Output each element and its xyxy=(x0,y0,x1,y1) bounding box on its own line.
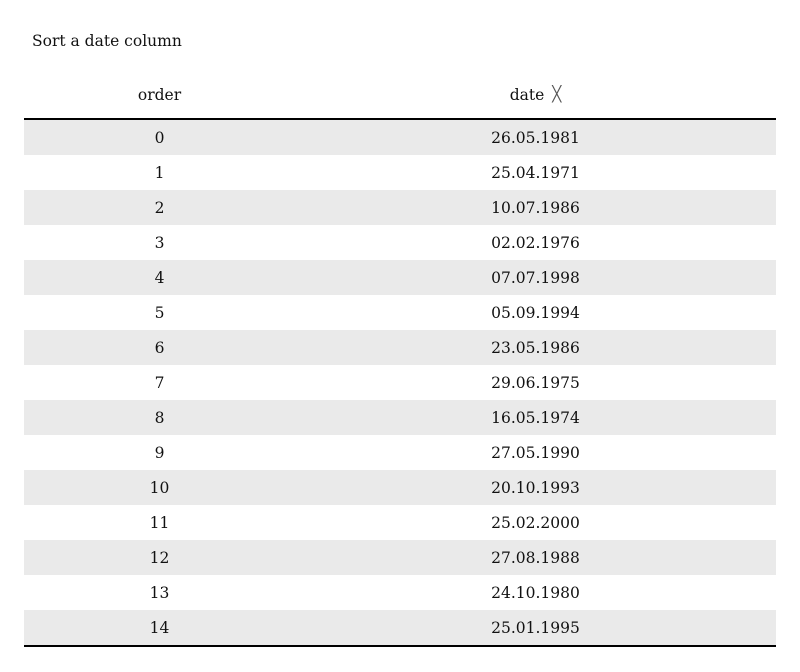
date-cell: 20.10.1993 xyxy=(295,470,776,505)
table-row xyxy=(24,260,776,295)
date-cell: 27.08.1988 xyxy=(295,540,776,575)
column-header-order[interactable] xyxy=(24,72,295,119)
date-cell: 10.07.1986 xyxy=(295,190,776,225)
date-cell: 27.05.1990 xyxy=(491,443,580,462)
order-cell: 7 xyxy=(154,373,165,392)
order-cell: 9 xyxy=(154,443,165,462)
date-cell: 26.05.1981 xyxy=(295,119,776,155)
table-row xyxy=(24,505,776,540)
date-cell: 25.04.1971 xyxy=(491,163,580,182)
table-row xyxy=(24,119,776,155)
table-row xyxy=(24,610,776,646)
table-row xyxy=(24,470,776,505)
order-cell: 13 xyxy=(149,583,170,602)
date-cell: 07.07.1998 xyxy=(295,260,776,295)
table-header xyxy=(24,72,776,119)
date-cell: 25.01.1995 xyxy=(295,610,776,646)
date-cell: 29.06.1975 xyxy=(491,373,580,392)
date-table xyxy=(24,72,776,647)
order-cell: 5 xyxy=(154,303,165,322)
column-header-date[interactable] xyxy=(295,72,776,119)
page-title: Sort a date column xyxy=(32,32,182,50)
sort-toggle-icon[interactable]: ╳ xyxy=(552,85,562,103)
column-header-label: order xyxy=(137,86,182,104)
table-row xyxy=(24,435,776,470)
table-row xyxy=(24,575,776,610)
order-cell: 10 xyxy=(24,470,295,505)
table-body xyxy=(24,119,776,646)
date-cell: 05.09.1994 xyxy=(491,303,580,322)
date-cell: 24.10.1980 xyxy=(491,583,580,602)
order-cell: 3 xyxy=(154,233,165,252)
order-cell: 6 xyxy=(24,330,295,365)
order-cell: 12 xyxy=(24,540,295,575)
header-row xyxy=(24,72,776,119)
table-row xyxy=(24,190,776,225)
table-row xyxy=(24,400,776,435)
date-cell: 23.05.1986 xyxy=(295,330,776,365)
order-cell: 1 xyxy=(154,163,165,182)
order-cell: 8 xyxy=(24,400,295,435)
order-cell: 14 xyxy=(24,610,295,646)
date-cell: 16.05.1974 xyxy=(295,400,776,435)
order-cell: 4 xyxy=(24,260,295,295)
date-cell: 25.02.2000 xyxy=(491,513,580,532)
date-cell: 02.02.1976 xyxy=(491,233,580,252)
order-cell: 11 xyxy=(149,513,170,532)
order-cell: 2 xyxy=(24,190,295,225)
table-row xyxy=(24,330,776,365)
table-row xyxy=(24,365,776,400)
column-header-label: date xyxy=(509,86,545,104)
table-row xyxy=(24,225,776,260)
table-row xyxy=(24,540,776,575)
order-cell: 0 xyxy=(24,119,295,155)
table-row xyxy=(24,295,776,330)
table-row xyxy=(24,155,776,190)
